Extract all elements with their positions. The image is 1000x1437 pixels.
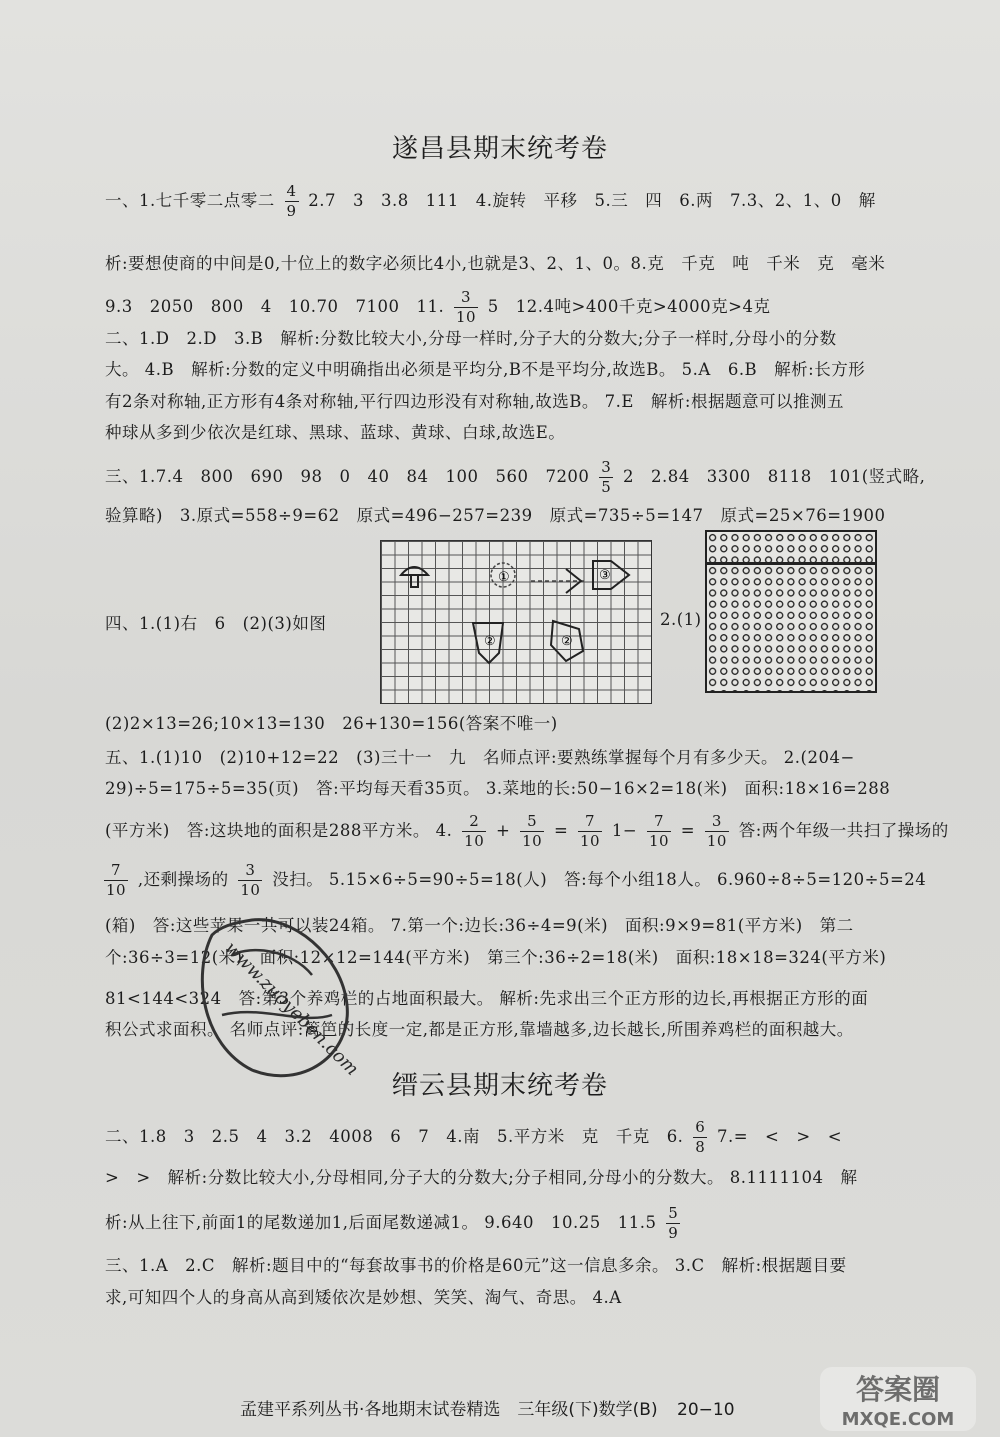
text-line: 有2条对称轴,正方形有4条对称轴,平行四边形没有对称轴,故选B。 7.E 解析:根据题意可以推测五 — [105, 392, 844, 411]
watermark-text: 答案圈 — [855, 1373, 941, 1406]
numerator: 7 — [578, 814, 602, 832]
text-line: 2.(1) — [660, 610, 702, 629]
denominator: 10 — [648, 832, 670, 850]
text-line — [105, 1206, 684, 1241]
text-line: > > 解析:分数比较大小,分母相同,分子大的分数大;分子相同,分母小的分数大。 8.1111104 解 — [105, 1168, 858, 1187]
stamp-text: www.zuoyeben.com — [220, 937, 363, 1080]
watermark-url: MXQE.COM — [841, 1409, 955, 1430]
denominator: 5 — [601, 478, 612, 496]
section-title-jinyun: 缙云县期末统考卷 — [391, 1071, 608, 1101]
text-line: 29)÷5=175÷5=35(页) 答:平均每天看35页。 3.菜地的长:50−16×2=18(米) 面积:18×16=288 — [105, 779, 891, 798]
numerator: 5 — [668, 1204, 679, 1222]
text-line: (2)2×13=26;10×13=130 26+130=156(答案不唯一) — [105, 714, 558, 733]
dot-array-main — [705, 563, 877, 693]
numerator: 5 — [520, 814, 544, 832]
denominator: 10 — [240, 881, 261, 899]
text-line: 个:36÷3=12(米) 面积:12×12=144(平方米) 第三个:36÷2=18(米) 面积:18×18=324(平方米) — [105, 948, 887, 967]
numerator: 2 — [462, 814, 486, 832]
text-segment: 1− — [611, 821, 638, 840]
fraction — [462, 814, 486, 849]
denominator: 9 — [668, 1224, 679, 1242]
operator: = — [680, 821, 696, 840]
transform-shapes — [381, 541, 651, 703]
numerator: 4 — [286, 182, 297, 200]
text-segment: 没扫。 5.15×6÷5=90÷5=18(人) 答:每个小组18人。 6.960÷8÷5=120÷5=24 — [272, 870, 927, 889]
fraction — [238, 863, 262, 898]
text-line: 二、1.D 2.D 3.B 解析:分数比较大小,分母一样时,分子大的分数大;分子一样时,分母小的分数 — [105, 329, 837, 348]
fraction — [666, 1206, 680, 1241]
fraction — [520, 814, 544, 849]
text-line: 积公式求面积。 名师点评:篱笆的长度一定,都是正方形,靠墙越多,边长越长,所围养鸡栏的面积越大。 — [105, 1020, 854, 1039]
text-line: 验算略) 3.原式=558÷9=62 原式=496−257=239 原式=735÷5=147 原式=25×76=1900 — [105, 506, 886, 525]
fraction — [454, 290, 478, 325]
numerator: 3 — [238, 863, 262, 881]
text-line — [105, 290, 771, 325]
numerator: 3 — [601, 458, 612, 476]
fraction — [599, 460, 613, 495]
fig-label: ① — [498, 570, 510, 585]
text-segment: 三、1.7.4 800 690 98 0 40 84 100 560 7200 — [105, 467, 590, 486]
numerator: 6 — [695, 1118, 706, 1136]
page-number: 20−10 — [677, 1400, 735, 1420]
text-line — [105, 814, 949, 849]
text-line: 四、1.(1)右 6 (2)(3)如图 — [105, 614, 327, 633]
text-segment: 9.3 2050 800 4 10.70 7100 11. — [105, 297, 445, 316]
text-segment: 答:两个年级一共扫了操场的 — [738, 821, 949, 840]
text-segment: 一、1.七千零二点零二 — [105, 191, 275, 210]
text-line — [105, 184, 876, 219]
watermark-logo — [818, 1365, 978, 1433]
text-segment: 析:从上往下,前面1的尾数递加1,后面尾数递减1。 9.640 10.25 11.5 — [105, 1213, 657, 1232]
grid-figure — [380, 540, 652, 704]
fig-label: ② — [561, 634, 573, 649]
operator: = — [553, 821, 569, 840]
denominator: 10 — [106, 881, 127, 899]
denominator: 8 — [695, 1138, 706, 1156]
numerator: 3 — [454, 290, 478, 308]
fraction — [578, 814, 602, 849]
fraction — [647, 814, 671, 849]
text-line — [105, 1120, 842, 1155]
fig-label: ③ — [599, 568, 611, 583]
fraction — [285, 184, 299, 219]
text-line: 种球从多到少依次是红球、黑球、蓝球、黄球、白球,故选E。 — [105, 423, 566, 442]
text-segment: ,还剩操场的 — [137, 870, 229, 889]
denominator: 10 — [522, 832, 543, 850]
denominator: 10 — [455, 308, 477, 326]
text-line: 析:要想使商的中间是0,十位上的数字必须比4小,也就是3、2、1、0。8.克 千克 吨 千米 克 毫米 — [105, 254, 886, 273]
operator: + — [496, 821, 511, 840]
text-segment: 2.7 3 3.8 111 4.旋转 平移 5.三 四 6.两 7.3、2、1、0 解 — [308, 191, 876, 210]
text-line: 大。 4.B 解析:分数的定义中明确指出必须是平均分,B不是平均分,故选B。 5.A 6.B 解析:长方形 — [105, 360, 866, 379]
text-line: 三、1.A 2.C 解析:题目中的“每套故事书的价格是60元”这一信息多余。 3.C 解析:根据题目要 — [105, 1256, 847, 1275]
text-line: 求,可知四个人的身高从高到矮依次是妙想、笑笑、淘气、奇思。 4.A — [105, 1288, 622, 1307]
text-segment: (平方米) 答:这块地的面积是288平方米。 4. — [105, 821, 453, 840]
fraction — [705, 814, 729, 849]
numerator: 7 — [647, 814, 671, 832]
text-segment: 2 2.84 3300 8118 101(竖式略, — [622, 467, 926, 486]
section-title-suichang: 遂昌县期末统考卷 — [391, 134, 608, 164]
text-segment: 7.= < > < — [716, 1127, 843, 1146]
denominator: 10 — [706, 832, 727, 850]
numerator: 7 — [104, 863, 128, 881]
text-line — [100, 863, 926, 898]
denominator: 9 — [286, 202, 297, 220]
fraction — [693, 1120, 707, 1155]
text-line: 81<144<324 答:第3个养鸡栏的占地面积最大。 解析:先求出三个正方形的边长,再根据正方形的面 — [105, 989, 869, 1008]
fraction — [104, 863, 128, 898]
text-line: 五、1.(1)10 (2)10+12=22 (3)三十一 九 名师点评:要熟练掌握每个月有多少天。 2.(204− — [105, 748, 855, 767]
text-line — [105, 460, 925, 495]
text-segment: 5 12.4吨>400千克>4000克>4克 — [487, 297, 771, 316]
page-footer — [240, 1395, 735, 1420]
text-line: (箱) 答:这些苹果一共可以装24箱。 7.第一个:边长:36÷4=9(米) 面积:9×9=81(平方米) 第二 — [105, 916, 854, 935]
fig-label: ② — [484, 634, 496, 649]
text-segment: 二、1.8 3 2.5 4 3.2 4008 6 7 4.南 5.平方米 克 千克 6. — [105, 1127, 684, 1146]
footer-series: 孟建平系列丛书·各地期末试卷精选 三年级(下)数学(B) — [240, 1400, 658, 1420]
dot-array-top — [705, 530, 877, 564]
numerator: 3 — [705, 814, 729, 832]
denominator: 10 — [464, 832, 485, 850]
denominator: 10 — [580, 832, 601, 850]
